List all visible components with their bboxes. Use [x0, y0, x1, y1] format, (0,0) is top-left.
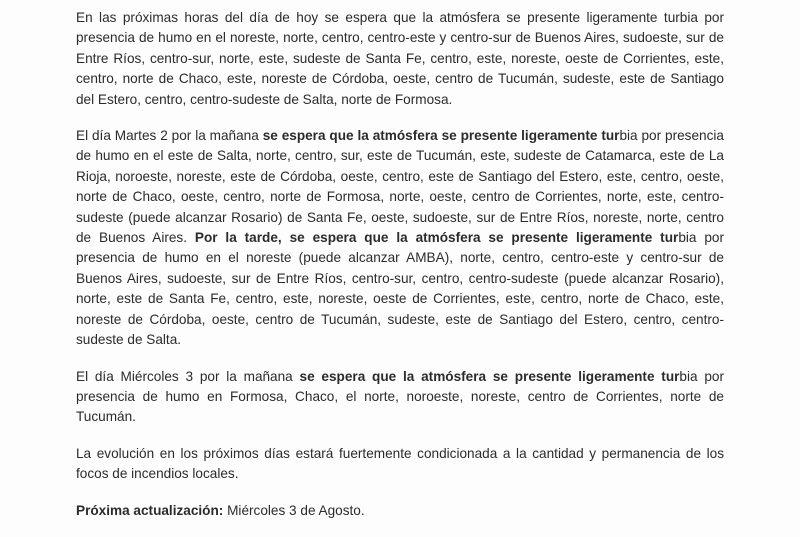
forecast-document [76, 8, 724, 537]
next-update-value: Miércoles 3 de Agosto. [223, 502, 365, 518]
tuesday-intro: El día Martes 2 por la mañana [76, 128, 263, 144]
paragraph-evolution [76, 444, 724, 485]
paragraph-today-text: En las próximas horas del día de hoy se espera que la atmósfera se presente ligeramente turbia por presencia de humo en el noreste, norte, centro, centro-este y centro-sur de Buenos Aires, sudoeste, sur de Entre Ríos, centro-sur, norte, este, sudeste de Santa Fe, centro, este, noreste, oeste de Corrientes, este, centro, norte de Chaco, este, noreste de Córdoba, oeste, centro de Tucumán, sudeste, este de Santiago del Estero, centro, centro-sudeste de Salta, norte de Formosa. [76, 10, 724, 107]
tuesday-afternoon-text: bia por presencia de humo en el noreste (puede alcanzar AMBA), norte, centro, centro-este y centro-sur de Buenos Aires, sudoeste, sur de Entre Ríos, centro-sur, centro, centro-sudeste (puede alcanzar Rosario), norte, este de Santa Fe, centro, este, noreste, oeste de Corrientes, este, centro, norte de Chaco, este, noreste de Córdoba, oeste, centro de Tucumán, sudeste, este de Santiago del Estero, centro, centro-sudeste de Salta. [76, 230, 724, 348]
paragraph-today [76, 8, 724, 110]
next-update-label: Próxima actualización: [76, 502, 224, 518]
wednesday-emphasis: se espera que la atmósfera se presente ligeramente tur [299, 368, 680, 384]
tuesday-morning-text: bia por presencia de humo en el este de Salta, norte, centro, sur, este de Tucumán, este, sudeste de Catamarca, este de La Rioja, noroeste, noreste, este de Córdoba, oeste, centro, este de Santiago del Estero, este, centro, oeste, norte de Chaco, oeste, centro, norte de Formosa, norte, oeste, centro de Corrientes, norte, este, centro-sudeste (puede alcanzar Rosario) de Santa Fe, oeste, sudoeste, sur de Entre Ríos, noreste, norte, centro de Buenos Aires. [76, 128, 724, 246]
paragraph-tuesday [76, 126, 724, 350]
tuesday-afternoon-emphasis: Por la tarde, se espera que la atmósfera se presente ligeramente tur [194, 230, 679, 246]
wednesday-intro: El día Miércoles 3 por la mañana [76, 368, 300, 384]
evolution-text: La evolución en los próximos días estará fuertemente condicionada a la cantidad y permanencia de los focos de incendios locales. [76, 445, 724, 482]
paragraph-wednesday [76, 367, 724, 428]
paragraph-next-update [76, 501, 724, 521]
wednesday-text: bia por presencia de humo en Formosa, Chaco, el norte, noroeste, noreste, centro de Corrientes, norte de Tucumán. [76, 368, 724, 425]
tuesday-morning-emphasis: se espera que la atmósfera se presente ligeramente tur [262, 128, 620, 144]
